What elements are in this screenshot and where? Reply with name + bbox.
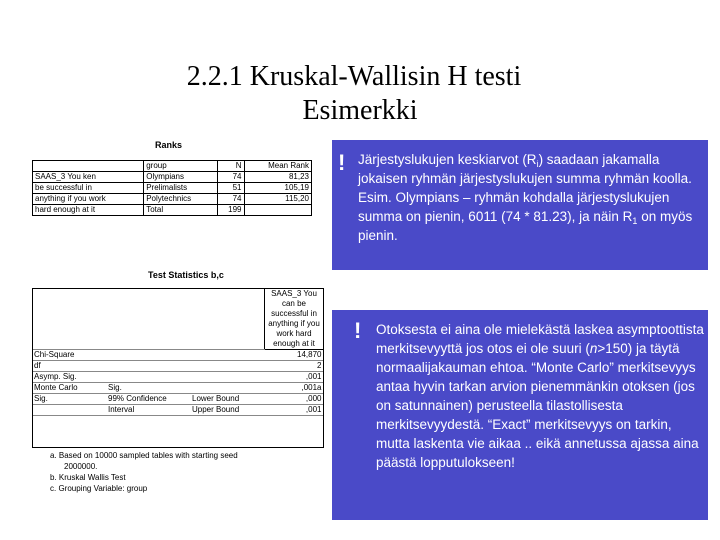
- mean-cell: 81,23: [244, 172, 311, 183]
- group-cell: Prelimalists: [144, 183, 217, 194]
- mean-cell: 105,19: [244, 183, 311, 194]
- table-row: [33, 172, 312, 183]
- header-group: group: [144, 161, 217, 172]
- row-label: anything if you work: [33, 194, 144, 205]
- table-row: [32, 350, 324, 361]
- footnote: a. Based on 10000 sampled tables with starting seed: [50, 451, 238, 460]
- slide-title: 2.2.1 Kruskal-Wallisin H testi: [186, 61, 522, 92]
- n-cell: 51: [217, 183, 244, 194]
- footnote: b. Kruskal Wallis Test: [50, 473, 126, 482]
- stat-value: ,001: [265, 405, 324, 416]
- footnote: c. Grouping Variable: group: [50, 484, 148, 493]
- variable-header: SAAS_3 You can be successful in anything if you work hard enough at it: [265, 289, 324, 350]
- stat-value: 2: [265, 361, 324, 372]
- test-statistics-caption: Test Statistics b,c: [148, 270, 224, 280]
- row-label: be successful in: [33, 183, 144, 194]
- n-cell: 74: [217, 194, 244, 205]
- table-row: [32, 361, 324, 372]
- slide-subtitle: Esimerkki: [302, 95, 418, 126]
- table-row: Sig. 99% Confidence Lower Bound ,000: [34, 394, 322, 403]
- n-cell: 74: [217, 172, 244, 183]
- table-row: [33, 205, 312, 216]
- stat-value: ,001: [265, 372, 324, 383]
- n-cell: 199: [217, 205, 244, 216]
- exclamation-icon: !: [354, 318, 362, 343]
- group-cell: Polytechnics: [144, 194, 217, 205]
- stat-label: Monte Carlo: [32, 383, 106, 394]
- stat-label: Sig.: [32, 394, 106, 405]
- mean-cell: 115,20: [244, 194, 311, 205]
- mean-cell: [244, 205, 311, 216]
- callout-monte-carlo-explanation: [332, 310, 708, 520]
- table-row: [32, 289, 324, 350]
- test-statistics-table: [32, 288, 324, 416]
- table-row: [32, 372, 324, 383]
- row-label: SAAS_3 You ken: [33, 172, 144, 183]
- stat-value: ,000: [265, 394, 324, 405]
- header-mean-rank: Mean Rank: [244, 161, 311, 172]
- stat-label: [32, 405, 106, 416]
- header-n: N: [217, 161, 244, 172]
- stat-value: 14,870: [265, 350, 324, 361]
- stat-value: ,001a: [265, 383, 324, 394]
- callout-text: Järjestyslukujen keskiarvot $(R_i)$ saadaan jakamalla jokaisen ryhmän järjestyslukujen summa ryhmän koolla. Esim. Olympians – ryhmän kohdalla järjestyslukujen summa on pienin, 6011 (74 * 81.23), ja näin $R_1$ on myös pienin.: [358, 152, 693, 243]
- stat-label: Asymp. Sig.: [32, 372, 106, 383]
- callout-text: Otoksesta ei aina ole mielekästä laskea asymptoottista merkitsevyyttä jos otos ei ole suuri (n>150) ja täytä normaalijakauman ehtoa. “Monte Carlo” merkitsevyys antaa hyvin tarkan arvion pienemmänkin otoksen (jos on satunnainen) perusteella tilastollisesta merkitsevyydestä. “Exact” merkitsevyys on tarkin, mutta laskenta vie aikaa .. eikä annetussa ajassa aina päästä lopputulokseen!: [376, 322, 704, 470]
- table-footnotes: [50, 450, 310, 494]
- group-cell: Total: [144, 205, 217, 216]
- table-row: Monte Carlo Sig. ,001a: [34, 383, 322, 392]
- stat-label: df: [32, 361, 106, 372]
- ranks-caption: Ranks: [155, 140, 183, 150]
- stat-label: Chi-Square: [32, 350, 106, 361]
- row-label: hard enough at it: [33, 205, 144, 216]
- ranks-table: [32, 160, 312, 216]
- exclamation-icon: !: [338, 150, 346, 175]
- group-cell: Olympians: [144, 172, 217, 183]
- footnote: 2000000.: [64, 462, 98, 471]
- callout-ranks-explanation: [332, 140, 708, 270]
- table-row: [33, 194, 312, 205]
- table-row: [33, 161, 312, 172]
- table-row: Interval Upper Bound ,001: [32, 405, 324, 416]
- table-row: [33, 183, 312, 194]
